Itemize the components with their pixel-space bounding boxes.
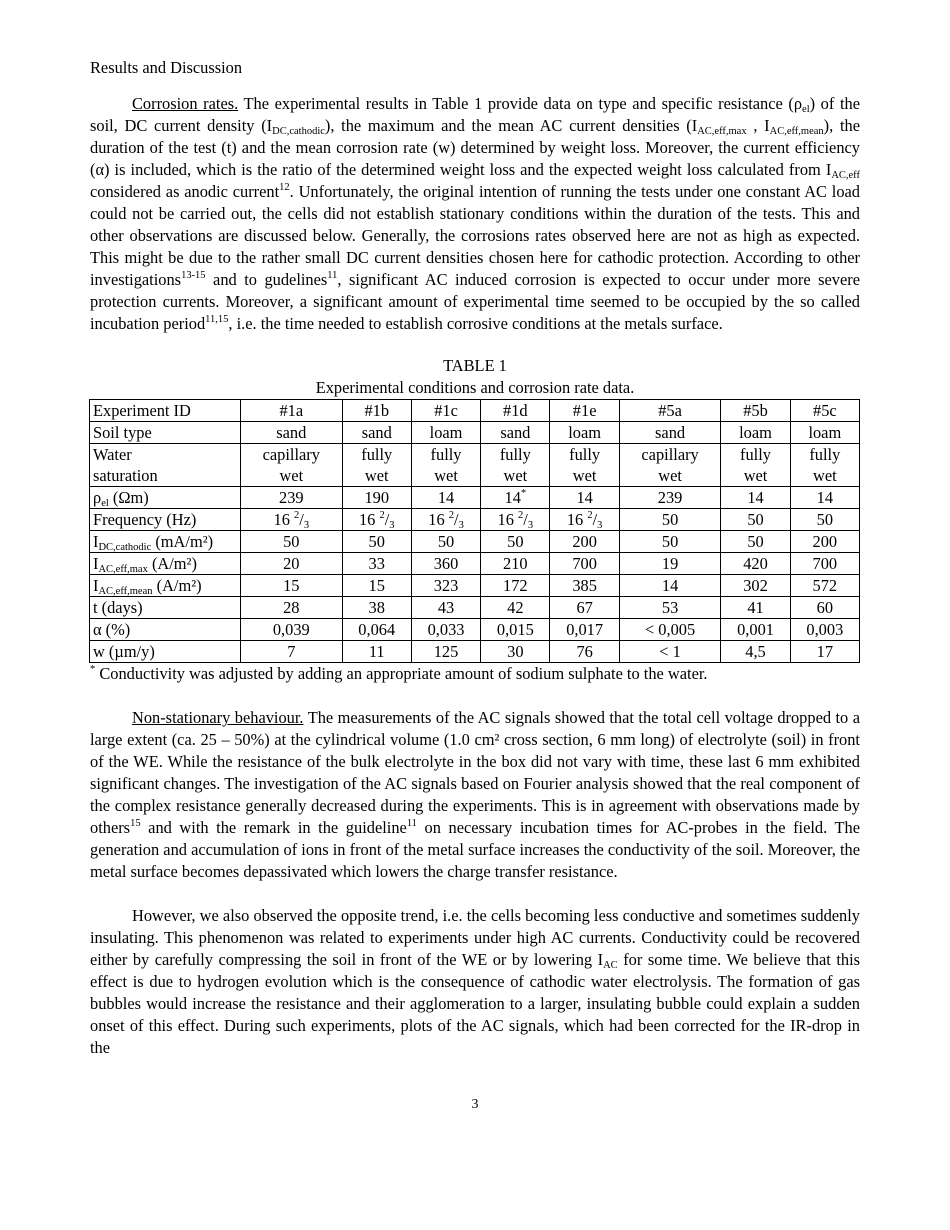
text-run: (Ωm): [108, 488, 149, 507]
table-label: TABLE 1: [443, 356, 507, 375]
text-run: on necessary incubation times for AC-probes in the field. The generation and accumulation of ions in front of the metal surface increases the conductivity of the soil. Moreover, the metal surface becomes depassivated which lowers the charge transfer resistance.: [90, 818, 860, 881]
subscript: AC,eff,max: [697, 126, 747, 137]
table-row: [90, 553, 860, 575]
paragraph-non-stationary: [90, 707, 860, 883]
table-row: [90, 465, 860, 487]
subscript: 3: [303, 520, 310, 531]
table-cell: wet: [241, 465, 343, 487]
table-cell: wet: [790, 465, 859, 487]
text-run: and with the remark in the guideline: [140, 818, 407, 837]
table-row: [90, 641, 860, 663]
table-cell: 14: [619, 575, 721, 597]
table-cell: 190: [342, 487, 411, 509]
text-run: , i.e. the time needed to establish corrosive conditions at the metals surface.: [228, 314, 723, 333]
supscript: 11: [406, 818, 417, 829]
table-cell: #1e: [550, 400, 619, 422]
table-cell: 53: [619, 597, 721, 619]
table-cell: 125: [411, 641, 480, 663]
table-cell: 50: [721, 509, 790, 531]
row-label: [90, 509, 241, 531]
subscript: el: [101, 498, 109, 509]
table-cell: 19: [619, 553, 721, 575]
text-run: for some time. We believe that this effect is due to hydrogen evolution which is the consequence of cathodic water electrolysis. The formation of gas bubbles would increase the resistance and their agglomeration to a larger, insulating bubble could explain a sudden onset of this effect. During such experiments, plots of the AC signals, which had been corrected for the IR-drop in the: [90, 950, 860, 1057]
row-label: [90, 553, 241, 575]
supscript: 2: [518, 510, 524, 521]
table-cell: fully: [721, 444, 790, 466]
table-cell: fully: [550, 444, 619, 466]
supscript: 2: [587, 510, 593, 521]
row-label: [90, 597, 241, 619]
text-run: I: [93, 532, 99, 551]
table-cell: 50: [721, 531, 790, 553]
table-cell: 0,003: [790, 619, 859, 641]
table-cell: 14: [721, 487, 790, 509]
table-cell: 76: [550, 641, 619, 663]
table-cell: 15: [342, 575, 411, 597]
supscript: *: [520, 488, 527, 499]
text-run: ), the duration of the test (t) and the mean corrosion rate (w) determined by weight loss. Moreover, the current efficiency (α) is included, which is the ratio of the determined weight loss and the expected weight loss calculated from I: [90, 116, 860, 179]
text-run: and to gudelines: [205, 270, 328, 289]
table-cell: fully: [411, 444, 480, 466]
table-cell: 28: [241, 597, 343, 619]
subscript: AC,eff,mean: [98, 586, 153, 597]
paragraph-corrosion-rates: [90, 93, 860, 335]
text-run: 16: [358, 510, 380, 529]
section-heading: Results and Discussion: [90, 58, 243, 77]
table-cell: 0,001: [721, 619, 790, 641]
table-cell: wet: [411, 465, 480, 487]
row-label: [90, 444, 241, 466]
table-cell: 50: [241, 531, 343, 553]
table-row: [90, 531, 860, 553]
supscript: 12: [279, 182, 290, 193]
table-cell: 50: [411, 531, 480, 553]
supscript: 15: [130, 818, 141, 829]
table-cell: loam: [721, 422, 790, 444]
supscript: 2: [294, 510, 300, 521]
table-cell: 67: [550, 597, 619, 619]
table-cell: #5a: [619, 400, 721, 422]
row-label: [90, 531, 241, 553]
supscript: 11: [327, 270, 338, 281]
table-row: [90, 400, 860, 422]
table-cell: 14: [411, 487, 480, 509]
text-run: (A/m²): [152, 576, 202, 595]
table-row: [90, 619, 860, 641]
text-run: However, we also observed the opposite trend, i.e. the cells becoming less conductive and sometimes suddenly insulating. This phenomenon was related to experiments under high AC currents. Conductivity could be recovered either by carefully compressing the soil in front of the WE or by lowering I: [90, 906, 860, 969]
text-run: (A/m²): [147, 554, 197, 573]
subscript: AC,eff: [831, 170, 860, 181]
run-in-heading: Corrosion rates.: [132, 94, 239, 113]
table-cell: [550, 509, 619, 531]
row-label: [90, 400, 241, 422]
subscript: DC,cathodic: [98, 542, 152, 553]
table-cell: wet: [721, 465, 790, 487]
table-cell: loam: [790, 422, 859, 444]
table-cell: sand: [619, 422, 721, 444]
table-cell: 20: [241, 553, 343, 575]
table-cell: fully: [790, 444, 859, 466]
table-cell: [481, 509, 550, 531]
table-cell: 0,033: [411, 619, 480, 641]
table-cell: < 0,005: [619, 619, 721, 641]
table-cell: 50: [619, 531, 721, 553]
table-cell: loam: [411, 422, 480, 444]
text-run: /: [592, 510, 598, 529]
table-cell: 50: [619, 509, 721, 531]
table-cell: 385: [550, 575, 619, 597]
supscript: 2: [448, 510, 454, 521]
row-label: [90, 641, 241, 663]
table-cell: 572: [790, 575, 859, 597]
text-run: ) of the soil, DC current density (I: [90, 94, 860, 135]
table-cell: 323: [411, 575, 480, 597]
table-cell: [481, 487, 550, 509]
table-cell: 700: [790, 553, 859, 575]
row-label: [90, 422, 241, 444]
table-cell: 15: [241, 575, 343, 597]
table-cell: < 1: [619, 641, 721, 663]
table-cell: 200: [550, 531, 619, 553]
table-cell: fully: [342, 444, 411, 466]
table-cell: 0,015: [481, 619, 550, 641]
table-cell: 0,064: [342, 619, 411, 641]
text-run: I: [93, 554, 99, 573]
table-cell: 41: [721, 597, 790, 619]
table-cell: capillary: [619, 444, 721, 466]
table-cell: wet: [619, 465, 721, 487]
table-cell: #5b: [721, 400, 790, 422]
subscript: AC,eff,mean: [769, 126, 824, 137]
text-run: 16: [497, 510, 519, 529]
table-cell: 360: [411, 553, 480, 575]
table-cell: 210: [481, 553, 550, 575]
footnote-mark: *: [90, 664, 96, 675]
table-cell: wet: [481, 465, 550, 487]
text-run: 14: [504, 488, 521, 507]
table-cell: 14: [550, 487, 619, 509]
table-row: [90, 575, 860, 597]
table-cell: sand: [241, 422, 343, 444]
table-cell: [411, 509, 480, 531]
table-cell: 239: [241, 487, 343, 509]
run-in-heading: Non-stationary behaviour.: [132, 708, 304, 727]
table-cell: #1d: [481, 400, 550, 422]
table-cell: fully: [481, 444, 550, 466]
text-run: /: [299, 510, 304, 529]
table-cell: 4,5: [721, 641, 790, 663]
table-cell: wet: [550, 465, 619, 487]
text-run: The experimental results in Table 1 provide data on type and specific resistance (ρ: [238, 94, 803, 113]
table-cell: loam: [550, 422, 619, 444]
text-run: ρ: [93, 488, 102, 507]
supscript: 11,15: [205, 314, 229, 325]
table-cell: 0,039: [241, 619, 343, 641]
text-run: 16: [566, 510, 588, 529]
table-caption: Experimental conditions and corrosion rate data.: [315, 378, 635, 397]
table-cell: #5c: [790, 400, 859, 422]
subscript: 3: [597, 520, 603, 531]
table-row: [90, 597, 860, 619]
table-cell: 14: [790, 487, 859, 509]
table-cell: 172: [481, 575, 550, 597]
text-run: /: [384, 510, 390, 529]
text-run: Soil type: [93, 423, 152, 442]
table-row: [90, 444, 860, 466]
table-cell: 42: [481, 597, 550, 619]
supscript: 13-15: [181, 270, 206, 281]
text-run: /: [454, 510, 459, 529]
text-run: t (days): [93, 598, 143, 617]
text-run: . Unfortunately, the original intention of running the tests under one constant AC load could not be carried out, the cells did not establish stationary conditions within the duration of the tests. This and other observations are discussed below. Generally, the corrosions rates observed here are not as high as expected. This might be due to the rather small DC current densities chosen here for cathodic protection. According to other investigations: [90, 182, 860, 289]
table-cell: 50: [481, 531, 550, 553]
text-run: , significant AC induced corrosion is expected to occur under more severe protection currents. Moreover, a significant amount of experimental time seemed to be occupied by the so called incubation period: [90, 270, 860, 333]
table-cell: wet: [342, 465, 411, 487]
subscript: 3: [458, 520, 464, 531]
table-cell: 11: [342, 641, 411, 663]
text-run: α (%): [93, 620, 131, 639]
row-label: [90, 575, 241, 597]
row-label: [90, 465, 241, 487]
table-row: [90, 487, 860, 509]
table-cell: [241, 509, 343, 531]
text-run: ), the maximum and the mean AC current densities (I: [324, 116, 698, 135]
table-cell: sand: [342, 422, 411, 444]
text-run: 16: [273, 510, 295, 529]
corrosion-data-table: [89, 399, 860, 663]
table-cell: 200: [790, 531, 859, 553]
text-run: , I: [746, 116, 770, 135]
text-run: Experiment ID: [93, 401, 191, 420]
footnote-text: Conductivity was adjusted by adding an appropriate amount of sodium sulphate to the water.: [95, 664, 708, 683]
table-cell: 17: [790, 641, 859, 663]
table-cell: #1a: [241, 400, 343, 422]
page-number: 3: [471, 1097, 479, 1112]
subscript: AC,eff,max: [98, 564, 148, 575]
paragraph-opposite-trend: [90, 905, 860, 1059]
table-row: [90, 509, 860, 531]
table-cell: 30: [481, 641, 550, 663]
text-run: 16: [428, 510, 449, 529]
supscript: 2: [379, 510, 385, 521]
row-label: [90, 487, 241, 509]
table-cell: 43: [411, 597, 480, 619]
table-cell: 7: [241, 641, 343, 663]
table-cell: sand: [481, 422, 550, 444]
subscript: DC,cathodic: [272, 126, 325, 137]
subscript: 3: [389, 520, 395, 531]
table-footnote: [90, 663, 860, 685]
table-cell: 302: [721, 575, 790, 597]
table-cell: 239: [619, 487, 721, 509]
text-run: I: [93, 576, 99, 595]
text-run: considered as anodic current: [90, 182, 280, 201]
table-cell: [342, 509, 411, 531]
table-cell: 60: [790, 597, 859, 619]
table-cell: 38: [342, 597, 411, 619]
text-run: The measurements of the AC signals showed that the total cell voltage dropped to a large extent (ca. 25 – 50%) at the cylindrical volume (1.0 cm² cross section, 6 mm long) of electrolyte (soil) in front of the WE. While the resistance of the bulk electrolyte in the box did not vary with time, these last 6 mm exhibited significant changes. The investigation of the AC signals based on Fourier analysis showed that the real component of the complex resistance generally decreased during the experiments. This is in agreement with observations made by others: [90, 708, 860, 837]
row-label: [90, 619, 241, 641]
table-cell: #1b: [342, 400, 411, 422]
table-cell: 50: [790, 509, 859, 531]
text-run: Frequency (Hz): [93, 510, 197, 529]
subscript: AC: [603, 960, 618, 971]
subscript: 3: [527, 520, 534, 531]
text-run: Water: [93, 445, 132, 464]
text-run: /: [523, 510, 528, 529]
subscript: el: [802, 104, 810, 115]
table-cell: #1c: [411, 400, 480, 422]
text-run: w (µm/y): [93, 642, 155, 661]
table-row: [90, 422, 860, 444]
text-run: saturation: [93, 466, 158, 485]
table-cell: 0,017: [550, 619, 619, 641]
table-cell: 700: [550, 553, 619, 575]
table-cell: 50: [342, 531, 411, 553]
text-run: (mA/m²): [151, 532, 214, 551]
table-cell: 420: [721, 553, 790, 575]
table-cell: capillary: [241, 444, 343, 466]
table-cell: 33: [342, 553, 411, 575]
